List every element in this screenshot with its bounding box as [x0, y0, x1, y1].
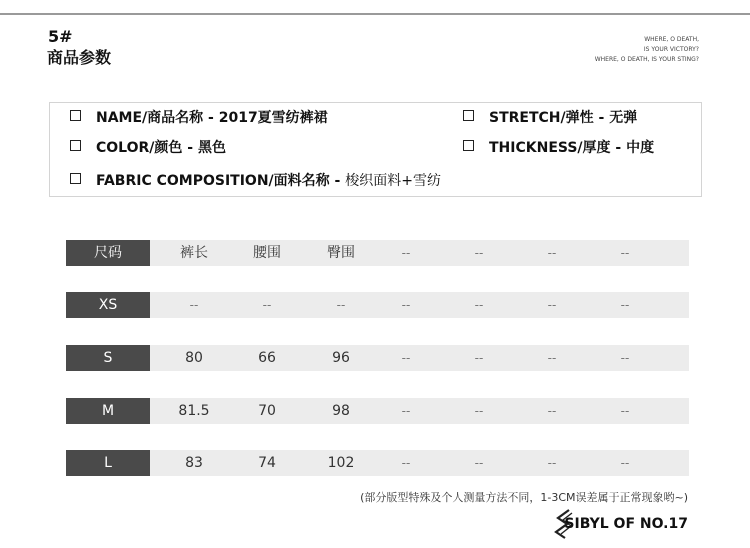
size-row-s: [66, 345, 689, 371]
param-fabric-label: FABRIC COMPOSITION/面料名称 -: [96, 173, 346, 189]
param-stretch-value: 无弹: [609, 110, 638, 126]
table-cell: --: [620, 351, 630, 365]
table-cell: 83: [185, 455, 203, 471]
size-table-header-row: [66, 240, 689, 266]
table-cell: --: [189, 298, 199, 312]
quote-line: WHERE, O DEATH,: [644, 36, 699, 43]
header-cell: --: [401, 246, 411, 260]
param-stretch-label: STRETCH/弹性 -: [489, 110, 610, 126]
size-header-cell: 尺码: [66, 240, 150, 266]
param-color-value: 黑色: [197, 140, 226, 156]
param-name-value: 2017夏雪纺裤裙: [218, 110, 328, 126]
table-cell: --: [620, 456, 630, 470]
table-cell: --: [547, 456, 557, 470]
param-stretch: [463, 109, 637, 127]
size-row-m: [66, 398, 689, 424]
measurement-note: (部分版型特殊及个人测量方法不同，1-3CM误差属于正常现象哟~): [360, 491, 688, 504]
size-row-l: [66, 450, 689, 476]
table-cell: --: [547, 298, 557, 312]
section-title: 商品参数: [47, 48, 112, 67]
header-cell: 臀围: [327, 245, 355, 261]
table-cell: --: [401, 404, 411, 418]
header-cell: 腰围: [253, 245, 281, 261]
param-name-label: NAME/商品名称 -: [96, 110, 219, 126]
checkbox-icon: [463, 110, 474, 121]
brand-name: SIBYL OF NO.17: [564, 516, 688, 532]
param-name: [70, 109, 328, 127]
header-cell: 裤长: [180, 245, 208, 261]
checkbox-icon: [463, 140, 474, 151]
header-cell: --: [620, 246, 630, 260]
param-thickness-label: THICKNESS/厚度 -: [489, 140, 627, 156]
table-cell: 96: [332, 350, 350, 366]
size-label: M: [66, 398, 150, 424]
param-thickness: [463, 139, 654, 157]
header-quote: [595, 35, 699, 65]
param-fabric-value: 梭织面料+雪纺: [345, 173, 441, 189]
table-cell: 102: [327, 455, 355, 471]
header-cell: --: [474, 246, 484, 260]
table-cell: 66: [258, 350, 276, 366]
table-cell: --: [401, 351, 411, 365]
table-cell: --: [547, 351, 557, 365]
checkbox-icon: [70, 140, 81, 151]
table-cell: --: [620, 298, 630, 312]
table-cell: --: [620, 404, 630, 418]
table-cell: --: [401, 298, 411, 312]
table-cell: 98: [332, 403, 350, 419]
header-cell: --: [547, 246, 557, 260]
table-cell: --: [474, 456, 484, 470]
param-thickness-value: 中度: [626, 140, 655, 156]
param-fabric: [70, 172, 441, 190]
table-cell: 80: [185, 350, 203, 366]
quote-line: WHERE, O DEATH, IS YOUR STING?: [594, 56, 699, 63]
table-cell: --: [474, 351, 484, 365]
param-color-label: COLOR/颜色 -: [96, 140, 198, 156]
table-cell: --: [547, 404, 557, 418]
table-cell: --: [336, 298, 346, 312]
param-color: [70, 139, 226, 157]
table-cell: 74: [258, 455, 276, 471]
table-cell: --: [474, 298, 484, 312]
size-label: L: [66, 450, 150, 476]
size-row-xs: [66, 292, 689, 318]
table-cell: --: [474, 404, 484, 418]
top-divider: [0, 13, 750, 15]
table-cell: --: [262, 298, 272, 312]
section-number: 5#: [48, 27, 73, 46]
size-label: XS: [66, 292, 150, 318]
table-cell: --: [401, 456, 411, 470]
size-label: S: [66, 345, 150, 371]
table-cell: 81.5: [178, 403, 210, 419]
checkbox-icon: [70, 110, 81, 121]
checkbox-icon: [70, 173, 81, 184]
quote-line: IS YOUR VICTORY?: [643, 46, 699, 53]
table-cell: 70: [258, 403, 276, 419]
